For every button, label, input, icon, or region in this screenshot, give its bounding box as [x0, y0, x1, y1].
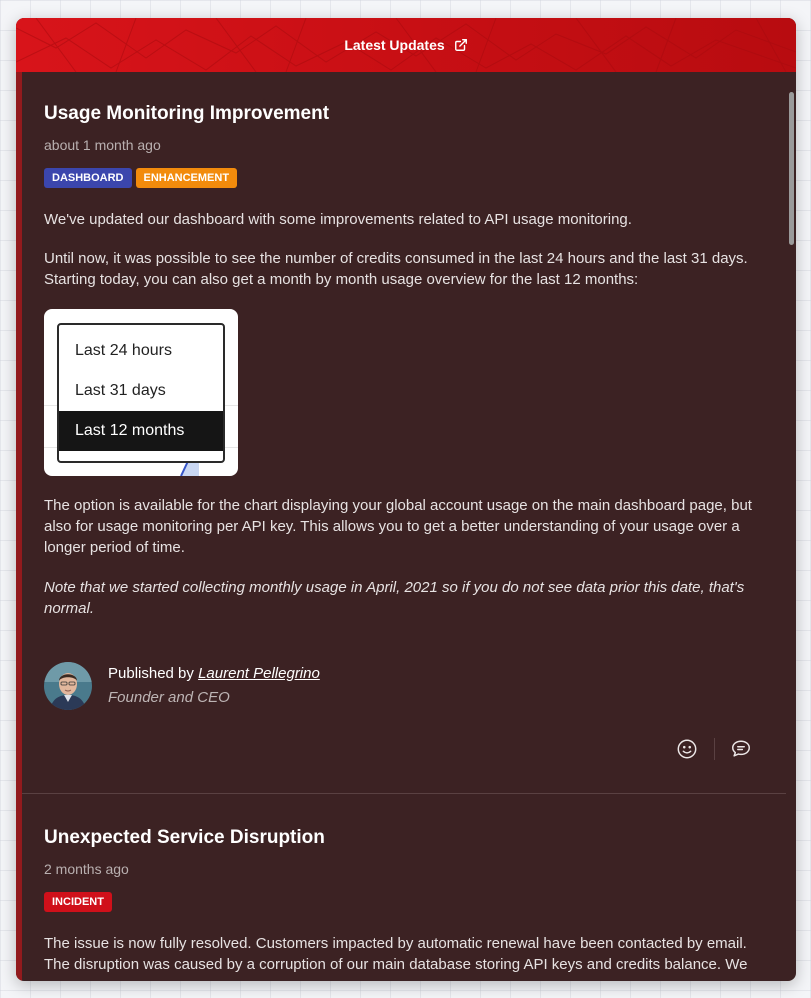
dropdown-screenshot: [44, 309, 238, 476]
post-title[interactable]: Unexpected Service Disruption: [44, 827, 325, 848]
emoji-reaction-icon[interactable]: [676, 738, 698, 760]
published-by-label: Published by: [108, 665, 194, 682]
post-paragraph: The option is available for the chart displaying your global account usage on the main dashboard page, but also for usage monitoring per API key. This allows you to get a better understanding of your usage over a longer period of time.: [44, 497, 752, 556]
post-date: about 1 month ago: [44, 137, 161, 153]
tag-incident[interactable]: INCIDENT: [44, 892, 112, 912]
update-post: [22, 72, 796, 794]
author-line: [108, 664, 320, 684]
author-role: Founder and CEO: [108, 689, 230, 706]
update-post: [22, 794, 796, 975]
post-paragraph: We've updated our dashboard with some improvements related to API usage monitoring.: [44, 211, 632, 228]
post-paragraph: The issue is now fully resolved. Customers impacted by automatic renewal have been contacted by email. The disruption was caused by a corruption of our main database storing API keys and credits balance. We: [44, 935, 748, 973]
widget-header: [16, 18, 796, 72]
author-name-link[interactable]: Laurent Pellegrino: [198, 665, 320, 682]
post-author: [44, 662, 752, 710]
author-avatar: [44, 662, 92, 710]
tag-enhancement[interactable]: ENHANCEMENT: [136, 168, 238, 188]
external-link-icon[interactable]: [454, 38, 468, 52]
post-note: Note that we started collecting monthly usage in April, 2021 so if you do not see data prior this date, that's normal.: [44, 579, 745, 617]
dropdown-option-last-24-hours: Last 24 hours: [75, 342, 172, 359]
dropdown-option-last-31-days: Last 31 days: [75, 382, 166, 399]
updates-widget: [16, 18, 796, 981]
tag-dashboard[interactable]: DASHBOARD: [44, 168, 132, 188]
widget-title: Latest Updates: [344, 37, 445, 53]
post-actions: [44, 738, 752, 760]
range-dropdown: [57, 323, 225, 463]
updates-feed[interactable]: [16, 72, 796, 981]
comment-icon[interactable]: [730, 738, 752, 760]
post-paragraph: Until now, it was possible to see the number of credits consumed in the last 24 hours and the last 31 days. Starting today, you can also get a month by month usage overview for the last 12 months:: [44, 250, 748, 288]
dropdown-option-last-12-months: Last 12 months: [59, 411, 223, 451]
post-date: 2 months ago: [44, 861, 129, 877]
post-tags: [44, 168, 752, 188]
post-tags: [44, 892, 752, 912]
post-title[interactable]: Usage Monitoring Improvement: [44, 103, 330, 124]
actions-divider: [714, 738, 715, 760]
